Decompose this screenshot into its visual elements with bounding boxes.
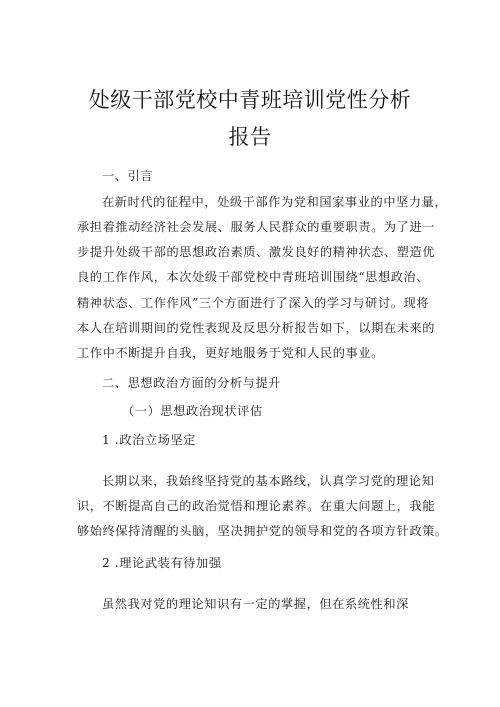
- paragraph-line: 本人在培训期间的党性表现及反思分析报告如下，以期在未来的: [77, 321, 436, 335]
- paragraph-line: 在新时代的征程中，处级干部作为党和国家事业的中坚力量，: [102, 195, 448, 209]
- document-title-line-1: 处级干部党校中青班培训党性分析: [88, 88, 412, 112]
- paragraph-line: 良的工作作风，本次处级干部党校中青班培训围绕“思想政治、: [77, 270, 430, 284]
- paragraph-line: 虽然我对党的理论知识有一定的掌握，但在系统性和深: [102, 597, 409, 611]
- section-heading-introduction: 一、引言: [102, 169, 154, 183]
- item-heading: 1 .政治立场坚定: [102, 433, 197, 447]
- paragraph-line: 长期以来，我始终坚持党的基本路线，认真学习党的理论知: [102, 474, 435, 488]
- paragraph-line: 精神状态、工作作风”三个方面进行了深入的学习与研讨。现将: [77, 296, 430, 310]
- paragraph-line: 步提升处级干部的思想政治素质、激发良好的精神状态、塑造优: [77, 245, 436, 259]
- paragraph-line: 承担着推动经济社会发展、服务人民群众的重要职责。为了进一: [77, 220, 436, 234]
- section-heading-political-thought: 二、思想政治方面的分析与提升: [102, 376, 282, 390]
- paragraph-line: 工作中不断提升自我，更好地服务于党和人民的事业。: [77, 346, 384, 360]
- paragraph-line: 识，不断提高自己的政治觉悟和理论素养。在重大问题上，我能: [77, 499, 436, 513]
- subsection-heading: （一）思想政治现状评估: [122, 404, 263, 418]
- item-heading: 2 .理论武装有待加强: [102, 556, 222, 570]
- paragraph-line: 够始终保持清醒的头脑，坚决拥护党的领导和党的各项方针政策。: [77, 524, 448, 538]
- document-title-line-2: 报告: [228, 125, 272, 149]
